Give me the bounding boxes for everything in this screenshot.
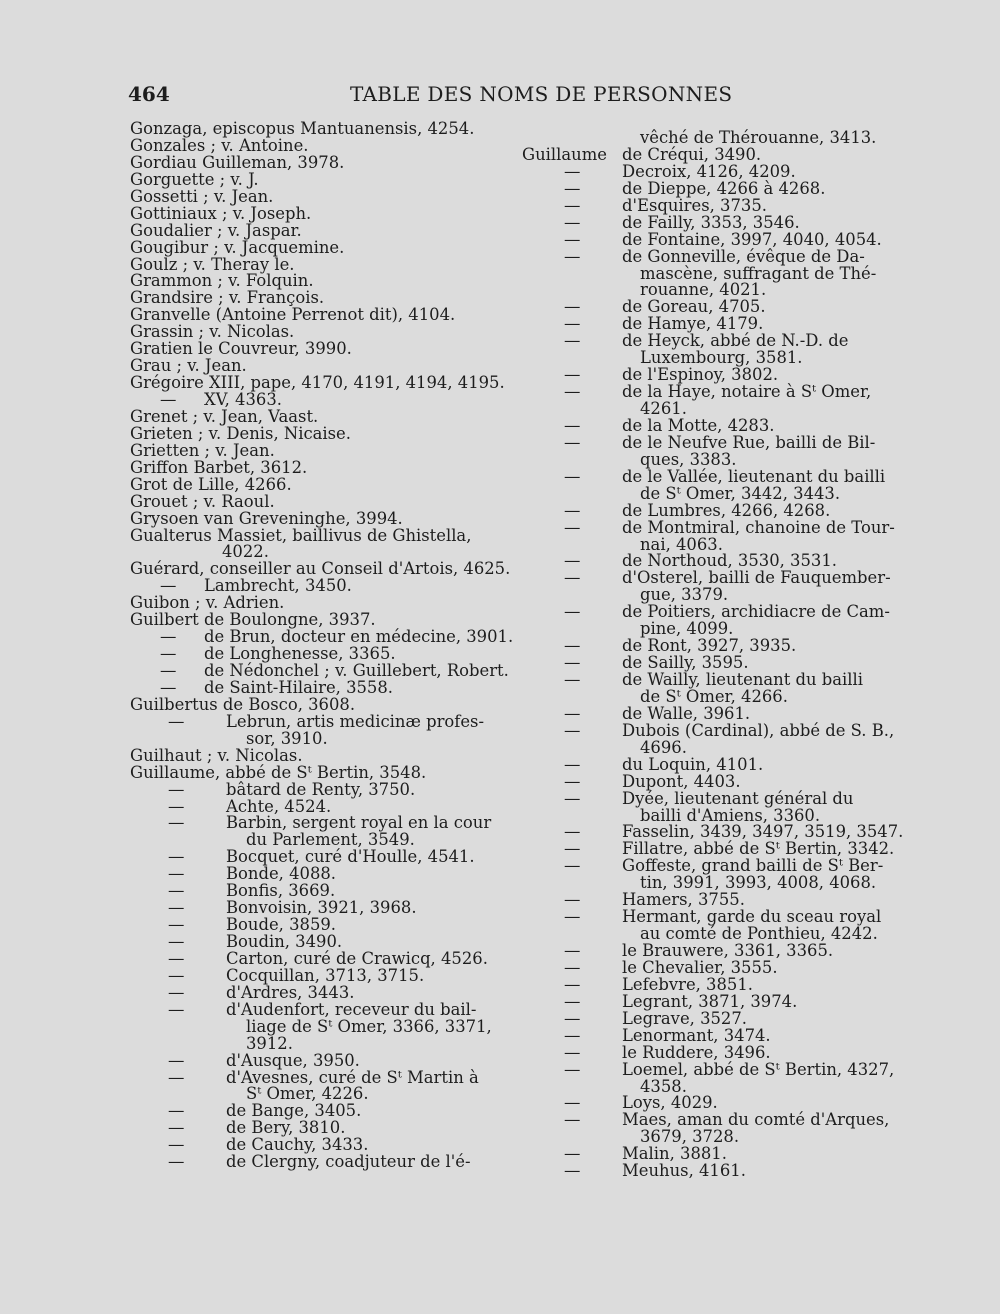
- index-entry: [130, 508, 502, 528]
- index-entry: [522, 246, 896, 266]
- entry-text: Loys, 4029.: [622, 1093, 718, 1113]
- entry-text: Carton, curé de Crawicq, 4526.: [226, 948, 488, 968]
- entry-text: XV, 4363.: [204, 390, 282, 409]
- entry-text: d'Audenfort, receveur du bail-: [226, 999, 477, 1019]
- index-entry: [130, 1050, 502, 1070]
- ditto-dash: —: [564, 890, 581, 910]
- index-entry: [130, 525, 502, 545]
- entry-text: Grietten ; v. Jean.: [130, 440, 275, 460]
- ditto-dash: —: [160, 661, 177, 680]
- entry-text: Grammon ; v. Folquin.: [130, 271, 314, 291]
- ditto-dash: —: [168, 1050, 185, 1070]
- entry-text: d'Ausque, 3950.: [226, 1050, 360, 1070]
- entry-text: de Saint-Hilaire, 3558.: [204, 677, 393, 697]
- entry-text: de le Vallée, lieutenant du bailli: [622, 466, 886, 486]
- entry-text: Dubois (Cardinal), abbé de S. B.,: [622, 720, 895, 740]
- page-number: 464: [128, 82, 170, 106]
- entry-text: Grouet ; v. Raoul.: [130, 491, 275, 511]
- entry-text: Gonzales ; v. Antoine.: [130, 135, 309, 155]
- index-entry: [522, 788, 896, 808]
- entry-text: Decroix, 4126, 4209.: [622, 161, 796, 181]
- entry-text: Grieten ; v. Denis, Nicaise.: [130, 423, 351, 443]
- ditto-dash: —: [564, 314, 581, 334]
- entry-text: de Sᵗ Omer, 4266.: [640, 686, 788, 706]
- entry-text: Griffon Barbet, 3612.: [130, 457, 308, 477]
- entry-text: tin, 3991, 3993, 4008, 4068.: [640, 873, 877, 893]
- ditto-dash: —: [564, 161, 581, 181]
- entry-text: Bonde, 4088.: [226, 864, 337, 884]
- entry-text: Gualterus Massiet, baillivus de Ghistella,: [130, 525, 472, 545]
- entry-text: Grégoire XIII, pape, 4170, 4191, 4194, 4195.: [130, 373, 505, 393]
- entry-text: Legrant, 3871, 3974.: [622, 991, 798, 1011]
- entry-text: gue, 3379.: [640, 585, 729, 605]
- entry-text: Guibon ; v. Adrien.: [130, 593, 285, 613]
- ditto-dash: —: [168, 796, 185, 816]
- ditto-dash: —: [160, 390, 177, 409]
- entry-text: Legrave, 3527.: [622, 1008, 747, 1028]
- ditto-dash: —: [160, 627, 177, 647]
- ditto-dash: —: [564, 941, 581, 960]
- index-entry: [130, 1154, 502, 1171]
- entry-text: Gorguette ; v. J.: [130, 169, 259, 189]
- ditto-dash: —: [564, 331, 581, 351]
- entry-text: Cocquillan, 3713, 3715.: [226, 965, 425, 985]
- entry-text: de Failly, 3353, 3546.: [622, 212, 800, 232]
- entry-text: Bonfis, 3669.: [226, 881, 336, 901]
- entry-text: de Nédonchel ; v. Guillebert, Robert.: [204, 661, 509, 680]
- entry-text: d'Avesnes, curé de Sᵗ Martin à: [226, 1067, 479, 1087]
- ditto-dash: —: [168, 1067, 185, 1087]
- entry-text: Guilbert de Boulongne, 3937.: [130, 610, 376, 630]
- ditto-dash: —: [168, 915, 185, 935]
- entry-text: Fasselin, 3439, 3497, 3519, 3547.: [622, 822, 904, 842]
- ditto-dash: —: [168, 813, 185, 833]
- ditto-dash: —: [564, 1110, 581, 1130]
- entry-text: de Goreau, 4705.: [622, 297, 766, 317]
- ditto-dash: —: [564, 1025, 581, 1045]
- ditto-dash: —: [564, 991, 581, 1011]
- entry-text: Fillatre, abbé de Sᵗ Bertin, 3342.: [622, 839, 895, 859]
- running-title: TABLE DES NOMS DE PERSONNES: [350, 82, 733, 106]
- entry-text: Grandsire ; v. François.: [130, 288, 325, 308]
- ditto-dash: —: [168, 965, 185, 985]
- entry-text: bâtard de Renty, 3750.: [226, 779, 416, 799]
- ditto-dash: —: [564, 551, 581, 571]
- ditto-dash: —: [564, 246, 581, 266]
- ditto-dash: —: [564, 636, 581, 656]
- entry-text: de Brun, docteur en médecine, 3901.: [204, 627, 514, 647]
- ditto-dash: —: [564, 839, 581, 859]
- entry-text: de Cauchy, 3433.: [226, 1135, 369, 1155]
- index-entry: [130, 779, 502, 799]
- ditto-dash: —: [564, 1042, 581, 1062]
- entry-text: Grassin ; v. Nicolas.: [130, 322, 295, 342]
- entry-text: Gonzaga, episcopus Mantuanensis, 4254.: [130, 119, 475, 138]
- entry-text: Guillaume, abbé de Sᵗ Bertin, 3548.: [130, 762, 427, 782]
- entry-text: de Poitiers, archidiacre de Cam-: [622, 602, 890, 622]
- ditto-dash: —: [564, 771, 581, 791]
- ditto-dash: —: [564, 212, 581, 232]
- index-entry: [130, 237, 502, 257]
- entry-text: Dupont, 4403.: [622, 771, 741, 791]
- entry-text: Gratien le Couvreur, 3990.: [130, 339, 352, 359]
- entry-text: de Clergny, coadjuteur de l'é-: [226, 1152, 471, 1172]
- entry-text: Boude, 3859.: [226, 915, 337, 935]
- entry-text: de Ront, 3927, 3935.: [622, 636, 797, 656]
- entry-text: de Sailly, 3595.: [622, 653, 749, 673]
- ditto-dash: —: [564, 822, 581, 842]
- ditto-dash: —: [160, 677, 177, 697]
- ditto-dash: —: [160, 576, 177, 596]
- entry-text: Hamers, 3755.: [622, 890, 745, 910]
- index-entry: [522, 1059, 896, 1079]
- entry-text: de Northoud, 3530, 3531.: [622, 551, 837, 571]
- entry-text: de le Neufve Rue, bailli de Bil-: [622, 432, 876, 452]
- entry-text: du Loquin, 4101.: [622, 754, 764, 774]
- entry-text: Gougibur ; v. Jacquemine.: [130, 237, 345, 257]
- ditto-dash: —: [564, 195, 581, 215]
- ditto-dash: —: [160, 644, 177, 664]
- ditto-dash: —: [564, 382, 581, 402]
- entry-text: sor, 3910.: [246, 728, 328, 748]
- ditto-dash: —: [564, 788, 581, 808]
- entry-text: 4696.: [640, 737, 687, 757]
- entry-text: Bocquet, curé d'Houlle, 4541.: [226, 847, 475, 867]
- entry-head-name: Guillaume: [522, 144, 607, 164]
- entry-text: Guilhaut ; v. Nicolas.: [130, 745, 303, 765]
- entry-text: 3912.: [246, 1033, 293, 1053]
- entry-text: Goudalier ; v. Jaspar.: [130, 220, 302, 240]
- ditto-dash: —: [564, 365, 581, 385]
- entry-text: le Brauwere, 3361, 3365.: [622, 941, 834, 960]
- entry-text: de l'Espinoy, 3802.: [622, 365, 779, 385]
- entry-text: 3679, 3728.: [640, 1127, 740, 1147]
- entry-text: bailli d'Amiens, 3360.: [640, 805, 821, 825]
- entry-text: d'Osterel, bailli de Fauquember-: [622, 568, 891, 588]
- entry-text: Barbin, sergent royal en la cour: [226, 813, 492, 833]
- index-entry: [522, 384, 896, 401]
- entry-text: Luxembourg, 3581.: [640, 348, 803, 368]
- entry-text: de Longhenesse, 3365.: [204, 644, 396, 664]
- ditto-dash: —: [168, 898, 185, 918]
- ditto-dash: —: [564, 1161, 581, 1181]
- entry-text: Granvelle (Antoine Perrenot dit), 4104.: [130, 305, 456, 325]
- entry-text: Gossetti ; v. Jean.: [130, 186, 274, 206]
- ditto-dash: —: [168, 1101, 185, 1121]
- ditto-dash: —: [564, 957, 581, 977]
- ditto-dash: —: [564, 1008, 581, 1028]
- entry-text: Lefebvre, 3851.: [622, 974, 753, 994]
- ditto-dash: —: [564, 602, 581, 622]
- ditto-dash: —: [168, 932, 185, 951]
- entry-text: vêché de Thérouanne, 3413.: [640, 128, 877, 147]
- entry-text: de la Haye, notaire à Sᵗ Omer,: [622, 382, 872, 402]
- entry-text: Grenet ; v. Jean, Vaast.: [130, 406, 319, 426]
- entry-text: rouanne, 4021.: [640, 280, 767, 300]
- entry-text: Boudin, 3490.: [226, 932, 343, 951]
- ditto-dash: —: [168, 1135, 185, 1155]
- entry-text: Lebrun, artis medicinæ profes-: [226, 711, 484, 731]
- entry-text: Goffeste, grand bailli de Sᵗ Ber-: [622, 856, 884, 876]
- ditto-dash: —: [564, 703, 581, 723]
- ditto-dash: —: [564, 500, 581, 520]
- entry-text: ques, 3383.: [640, 449, 737, 469]
- ditto-dash: —: [564, 229, 581, 249]
- entry-text: Bonvoisin, 3921, 3968.: [226, 898, 417, 918]
- ditto-dash: —: [168, 711, 185, 731]
- entry-text: de Fontaine, 3997, 4040, 4054.: [622, 229, 882, 249]
- ditto-dash: —: [168, 1118, 185, 1138]
- ditto-dash: —: [564, 568, 581, 588]
- entry-text: d'Esquires, 3735.: [622, 195, 767, 215]
- entry-text: Grysoen van Greveninghe, 3994.: [130, 508, 403, 528]
- entry-text: Guilbertus de Bosco, 3608.: [130, 694, 356, 714]
- entry-text: de Heyck, abbé de N.-D. de: [622, 331, 849, 351]
- entry-text: Meuhus, 4161.: [622, 1161, 746, 1181]
- entry-text: le Chevalier, 3555.: [622, 957, 778, 977]
- ditto-dash: —: [564, 1059, 581, 1079]
- ditto-dash: —: [564, 1093, 581, 1113]
- entry-text: de la Motte, 4283.: [622, 415, 775, 435]
- ditto-dash: —: [168, 847, 185, 867]
- entry-text: de Walle, 3961.: [622, 703, 751, 723]
- ditto-dash: —: [168, 779, 185, 799]
- ditto-dash: —: [564, 653, 581, 673]
- entry-text: Grau ; v. Jean.: [130, 356, 247, 376]
- index-entry: [522, 720, 896, 740]
- entry-text: Guérard, conseiller au Conseil d'Artois, 4625.: [130, 559, 511, 579]
- entry-text: Goulz ; v. Theray le.: [130, 254, 295, 274]
- entry-text: Dyée, lieutenant général du: [622, 788, 854, 808]
- ditto-dash: —: [564, 856, 581, 876]
- entry-text: Achte, 4524.: [226, 796, 332, 816]
- entry-text: de Sᵗ Omer, 3442, 3443.: [640, 483, 841, 503]
- entry-text: Loemel, abbé de Sᵗ Bertin, 4327,: [622, 1059, 895, 1079]
- ditto-dash: —: [168, 982, 185, 1002]
- entry-text: mascène, suffragant de Thé-: [640, 263, 877, 283]
- index-entry: [130, 1016, 502, 1036]
- entry-text: de Hamye, 4179.: [622, 314, 764, 334]
- entry-text: de Montmiral, chanoine de Tour-: [622, 517, 895, 537]
- entry-text: Lenormant, 3474.: [622, 1025, 771, 1045]
- ditto-dash: —: [564, 720, 581, 740]
- entry-text: Maes, aman du comté d'Arques,: [622, 1110, 890, 1130]
- entry-text: pine, 4099.: [640, 619, 734, 639]
- right-column: [522, 128, 904, 1181]
- entry-text: de Lumbres, 4266, 4268.: [622, 500, 831, 520]
- page-header: [128, 82, 888, 112]
- ditto-dash: —: [168, 1152, 185, 1172]
- ditto-dash: —: [564, 297, 581, 317]
- ditto-dash: —: [564, 670, 581, 689]
- ditto-dash: —: [564, 754, 581, 774]
- entry-text: du Parlement, 3549.: [246, 830, 415, 850]
- entry-text: de Wailly, lieutenant du bailli: [622, 670, 864, 689]
- entry-text: de Gonneville, évêque de Da-: [622, 246, 865, 266]
- entry-text: Gottiniaux ; v. Joseph.: [130, 203, 312, 223]
- entry-text: Malin, 3881.: [622, 1144, 727, 1164]
- ditto-dash: —: [564, 432, 581, 452]
- left-column: [130, 119, 514, 1172]
- index-entry: [522, 517, 896, 537]
- ditto-dash: —: [564, 1144, 581, 1164]
- entry-text: Hermant, garde du sceau royal: [622, 907, 882, 927]
- entry-text: le Ruddere, 3496.: [622, 1042, 771, 1062]
- index-entry: [130, 373, 505, 393]
- ditto-dash: —: [564, 974, 581, 994]
- entry-text: Gordiau Guilleman, 3978.: [130, 152, 345, 172]
- entry-text: de Bange, 3405.: [226, 1101, 362, 1121]
- ditto-dash: —: [168, 948, 185, 968]
- entry-text: nai, 4063.: [640, 534, 723, 554]
- ditto-dash: —: [564, 415, 581, 435]
- entry-text: au comté de Ponthieu, 4242.: [640, 924, 878, 944]
- entry-text: Grot de Lille, 4266.: [130, 474, 292, 494]
- ditto-dash: —: [168, 999, 185, 1019]
- entry-text: 4358.: [640, 1076, 687, 1096]
- entry-text: Lambrecht, 3450.: [204, 576, 352, 596]
- entry-text: liage de Sᵗ Omer, 3366, 3371,: [246, 1016, 492, 1036]
- ditto-dash: —: [564, 907, 581, 927]
- ditto-dash: —: [564, 178, 581, 198]
- entry-text: 4022.: [222, 542, 269, 562]
- entry-text: d'Ardres, 3443.: [226, 982, 355, 1002]
- entry-text: de Bery, 3810.: [226, 1118, 346, 1138]
- entry-text: de Dieppe, 4266 à 4268.: [622, 178, 826, 198]
- ditto-dash: —: [168, 864, 185, 884]
- ditto-dash: —: [564, 466, 581, 486]
- ditto-dash: —: [168, 881, 185, 901]
- entry-text: 4261.: [640, 399, 687, 418]
- entry-text: de Créqui, 3490.: [622, 144, 762, 164]
- entry-text: Sᵗ Omer, 4226.: [246, 1084, 369, 1104]
- ditto-dash: —: [564, 517, 581, 537]
- index-entry: [522, 1163, 896, 1180]
